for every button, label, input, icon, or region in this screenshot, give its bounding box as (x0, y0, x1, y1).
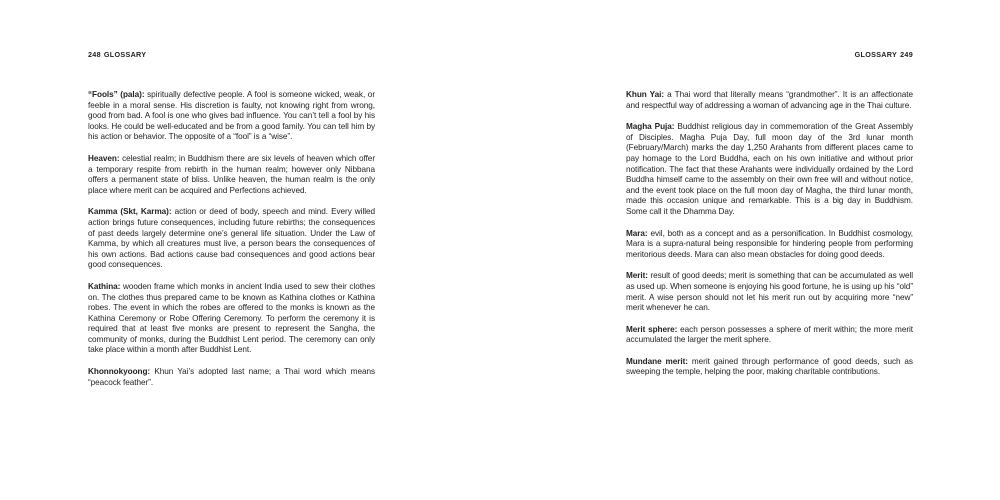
glossary-entry (88, 90, 375, 143)
glossary-entry (626, 229, 913, 261)
glossary-definition: evil, both as a concept and as a personification. In Buddhist cosmology, Mara is a supra-natural being responsible for hindering people from performing meritorious deeds. Mara can also mean obstacles for doing good deeds. (626, 228, 913, 259)
page-number: 249 (900, 50, 913, 59)
glossary-definition: merit gained through performance of good deeds, such as sweeping the temple, helping the poor, making charitable contributions. (626, 356, 913, 377)
glossary-definition: Khun Yai’s adopted last name; a Thai word which means “peacock feather”. (88, 367, 375, 387)
glossary-term: Kathina: (88, 281, 121, 291)
glossary-entry (88, 282, 375, 356)
glossary-term: Khonnokyoong: (88, 367, 151, 377)
glossary-term: “Fools” (pala): (88, 90, 145, 99)
glossary-term: Merit sphere: (626, 324, 678, 334)
left-page-body (88, 90, 375, 399)
glossary-definition: Buddhist religious day in commemoration of the Great Assembly of Disciples. Magha Puja Day, full moon day of the 3rd lunar month (February/March) marks the day 1,250 Arahants from different places came to pay homage to the Lord Buddha, each on his own initiative and without prior notification. The fact that these Arahants were individually ordained by the Lord Buddha himself came to the assembly on their own free will and without notice, and the event took place on the full moon day of Magha, the third lunar month, made this occasion unique and remarkable. This is a big day in Buddhism. Some call it the Dhamma Day. (626, 122, 913, 216)
right-page-body (626, 90, 913, 389)
glossary-entry (88, 367, 375, 388)
glossary-definition: spiritually defective people. A fool is someone wicked, weak, or feeble in a moral sense. His discretion is faulty, not knowing right from wrong, good from bad. A fool is one who gives bad influence. You can’t tell a fool by his looks. He could be well-educated and be from a good family. You can tell him by his action or behavior. The opposite of a “fool” is a “wise”. (88, 90, 375, 142)
glossary-definition: result of good deeds; merit is something that can be accumulated as well as used up. When someone is enjoying his good fortune, he is using up his “old” merit. A wise person should not let his merit run out by acquiring more “new” merit whenever he can. (626, 271, 913, 313)
glossary-entry (626, 357, 913, 378)
running-title: GLOSSARY (854, 50, 898, 59)
page-number: 248 (88, 50, 101, 59)
glossary-entry (88, 207, 375, 271)
glossary-entry (626, 271, 913, 313)
glossary-term: Magha Puja: (626, 122, 675, 132)
right-page-header (852, 50, 913, 59)
glossary-term: Mara: (626, 228, 648, 238)
glossary-entry (626, 90, 913, 111)
glossary-entry (626, 122, 913, 217)
glossary-definition: each person possesses a sphere of merit within; the more merit accumulated the larger the merit sphere. (626, 324, 913, 345)
glossary-term: Kamma (Skt, Karma): (88, 207, 172, 217)
glossary-entry (626, 325, 913, 346)
glossary-entry (88, 154, 375, 196)
glossary-definition: celestial realm; in Buddhism there are six levels of heaven which offer a temporary respite from rebirth in the human realm; however only Nibbana offers a permanent state of bliss. Unlike heaven, the human realm is the only place where merit can be acquired and Perfections achieved. (88, 153, 375, 195)
glossary-term: Khun Yai: (626, 90, 665, 99)
glossary-definition: wooden frame which monks in ancient India used to sew their clothes on. The clothes thus prepared came to be known as Kathina clothes or Kathina robes. The event in which the robes are offered to the monks is known as the Kathina Ceremony or Robe Offering Ceremony. To perform the ceremony it is required that at least five monks are present to represent the Sangha, the community of monks, during the Buddhist Lent period. The ceremony can only take place within a month after Buddhist Lent. (88, 281, 375, 355)
glossary-term: Mundane merit: (626, 356, 688, 366)
glossary-definition: action or deed of body, speech and mind. Every willed action brings future consequences, including future rebirths; the consequences of past deeds largely determine one’s general life situation. Under the Law of Kamma, by which all creatures must live, a person bears the consequences of his own actions. Bad actions cause bad consequences and good actions bear good consequences. (88, 207, 375, 270)
left-page-header (88, 50, 149, 59)
glossary-term: Heaven: (88, 153, 120, 163)
running-title: GLOSSARY (103, 50, 147, 59)
glossary-definition: a Thai word that literally means “grandmother”. It is an affectionate and respectful way of addressing a woman of advancing age in the Thai culture. (626, 90, 913, 110)
glossary-term: Merit: (626, 271, 648, 281)
right-page (500, 0, 1000, 500)
